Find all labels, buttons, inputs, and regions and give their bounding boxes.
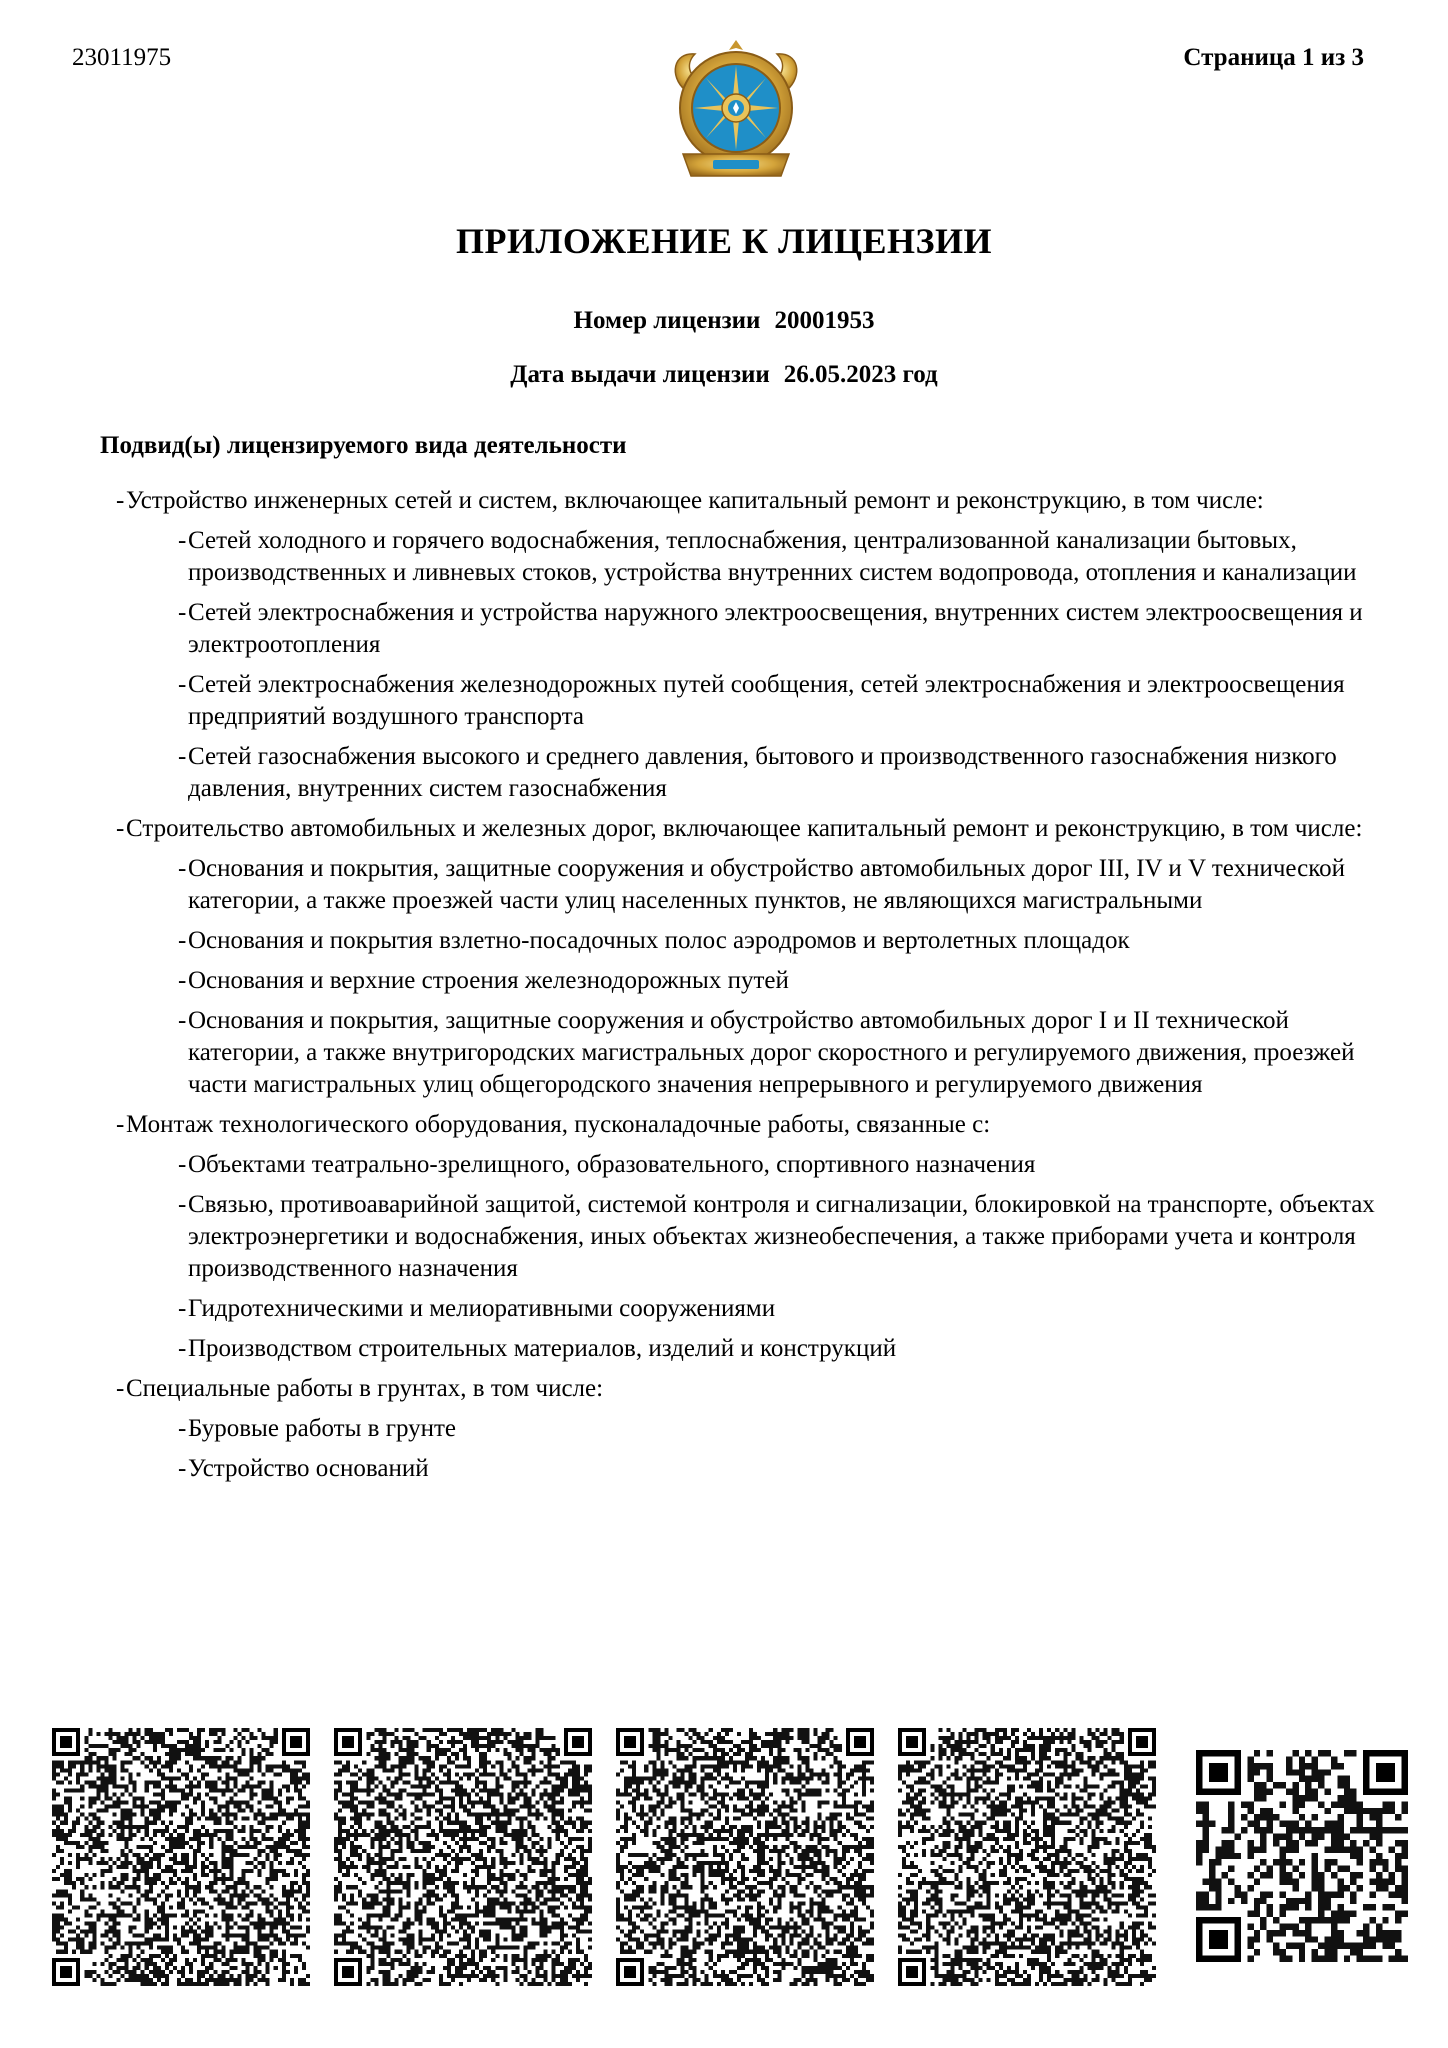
- dash-marker: -: [178, 743, 187, 770]
- activity-subitem: - Связью, противоаварийной защитой, системой контроля и сигнализации, блокировкой на транспорте, объектах электроэнергетики и водоснабжения, иных объектах жизнеобеспечения, а также приборами учета и контроля производственного назначения: [178, 1191, 1375, 1282]
- dash-marker: -: [116, 1375, 125, 1402]
- qr-code-row: [0, 1728, 1448, 1988]
- kazakhstan-state-emblem-icon: [663, 36, 809, 186]
- section-heading: Подвид(ы) лицензируемого вида деятельности: [100, 432, 627, 459]
- activity-subitem: - Устройство оснований: [178, 1453, 1406, 1485]
- activity-subitem: - Сетей электроснабжения и устройства наружного электроосвещения, внутренних систем электроосвещения и электроотопления: [178, 599, 1363, 658]
- activity-subitem: - Сетей электроснабжения железнодорожных путей сообщения, сетей электроснабжения и электроосвещения предприятий воздушного транспорта: [178, 671, 1345, 730]
- dash-marker: -: [178, 671, 187, 698]
- activity-subitem: - Основания и покрытия взлетно-посадочных полос аэродромов и вертолетных площадок: [178, 925, 1406, 957]
- dash-marker: -: [116, 487, 125, 514]
- activity-subitem: - Буровые работы в грунте: [178, 1413, 1406, 1445]
- license-number-line: [0, 307, 1448, 335]
- license-number-value: 20001953: [774, 307, 875, 334]
- license-date-label: Дата выдачи лицензии: [510, 361, 770, 388]
- qr-code-icon: [898, 1728, 1156, 1986]
- activity-subitem: - Основания и покрытия, защитные сооружения и обустройство автомобильных дорог III, IV и V технической категории, а также проезжей части улиц населенных пунктов, не являющихся магистральными: [178, 855, 1345, 914]
- activity-item: - Строительство автомобильных и железных дорог, включающее капитальный ремонт и реконструкцию, в том числе:: [116, 813, 1406, 845]
- activity-item: - Специальные работы в грунтах, в том числе:: [116, 1373, 1406, 1405]
- activity-group: [116, 1373, 1406, 1485]
- activity-subitem: - Сетей газоснабжения высокого и среднего давления, бытового и производственного газоснабжения низкого давления, внутренних систем газоснабжения: [178, 743, 1337, 802]
- dash-marker: -: [178, 1151, 187, 1178]
- dash-marker: -: [178, 599, 187, 626]
- dash-marker: -: [178, 1335, 187, 1362]
- qr-code-icon: [1196, 1750, 1408, 1962]
- qr-code-icon: [334, 1728, 592, 1986]
- dash-marker: -: [178, 1455, 187, 1482]
- dash-marker: -: [116, 1111, 125, 1138]
- dash-marker: -: [178, 855, 187, 882]
- license-date-value: 26.05.2023 год: [783, 361, 938, 388]
- document-title: ПРИЛОЖЕНИЕ К ЛИЦЕНЗИИ: [456, 221, 992, 261]
- activity-group: [116, 485, 1406, 805]
- qr-code-icon: [616, 1728, 874, 1986]
- dash-marker: -: [178, 1191, 187, 1218]
- activity-group: [116, 813, 1406, 1101]
- activity-subitem: - Производством строительных материалов, изделий и конструкций: [178, 1333, 1406, 1365]
- activity-item: - Устройство инженерных сетей и систем, включающее капитальный ремонт и реконструкцию, в том числе:: [116, 485, 1406, 517]
- activity-group: [116, 1109, 1406, 1365]
- activity-list: [116, 485, 1406, 1493]
- dash-marker: -: [178, 927, 187, 954]
- activity-subitem: - Основания и покрытия, защитные сооружения и обустройство автомобильных дорог I и II технической категории, а также внутригородских магистральных дорог скоростного и регулируемого движения, проезжей части магистральных улиц общегородского значения непрерывного и регулируемого движения: [178, 1007, 1355, 1098]
- dash-marker: -: [116, 815, 125, 842]
- doc-number: 23011975: [72, 44, 172, 71]
- activity-subitem: - Сетей холодного и горячего водоснабжения, теплоснабжения, централизованной канализации бытовых, производственных и ливневых стоков, устройства внутренних систем водопровода, отопления и канализации: [178, 527, 1357, 586]
- qr-code-icon: [52, 1728, 310, 1986]
- dash-marker: -: [178, 967, 187, 994]
- activity-subitem: - Объектами театрально-зрелищного, образовательного, спортивного назначения: [178, 1149, 1406, 1181]
- dash-marker: -: [178, 1007, 187, 1034]
- page-indicator: Страница 1 из 3: [1183, 44, 1364, 71]
- dash-marker: -: [178, 527, 187, 554]
- activity-subitem: - Гидротехническими и мелиоративными сооружениями: [178, 1293, 1406, 1325]
- activity-item: - Монтаж технологического оборудования, пусконаладочные работы, связанные с:: [116, 1109, 1406, 1141]
- dash-marker: -: [178, 1295, 187, 1322]
- dash-marker: -: [178, 1415, 187, 1442]
- license-date-line: [0, 361, 1448, 389]
- activity-subitem: - Основания и верхние строения железнодорожных путей: [178, 965, 1406, 997]
- license-number-label: Номер лицензии: [573, 307, 761, 334]
